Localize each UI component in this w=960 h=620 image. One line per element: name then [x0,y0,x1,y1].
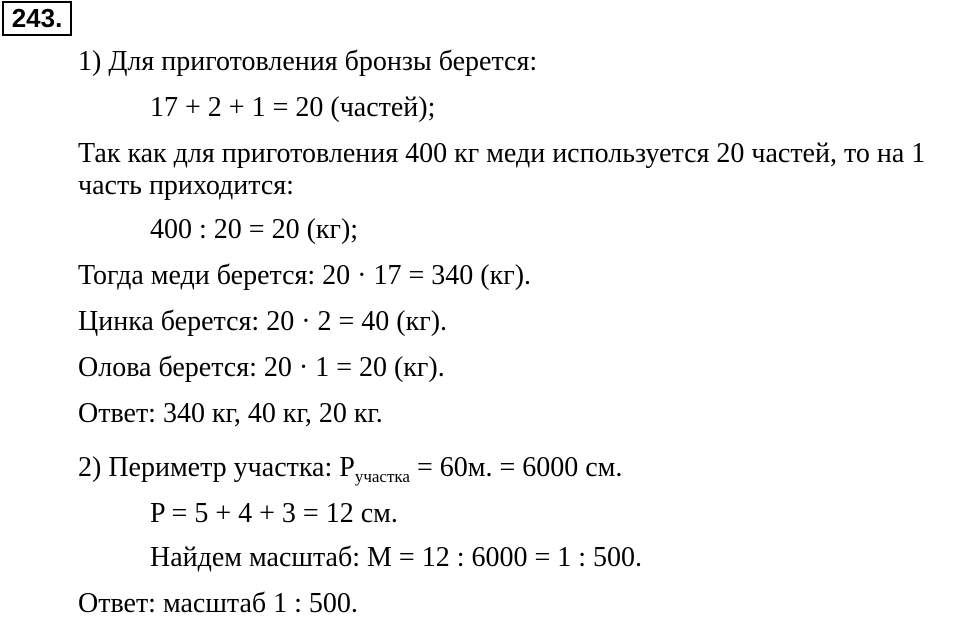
part2-perimeter-equation: P = 5 + 4 + 3 = 12 см. [150,498,398,529]
part1-text-line1: Так как для приготовления 400 кг меди используется 20 частей, то на 1 [78,138,926,169]
part1-intro: 1) Для приготовления бронзы берется: [78,46,538,77]
part2-scale-equation: Найдем масштаб: M = 12 : 6000 = 1 : 500. [150,542,643,573]
problem-number-badge: 243. [2,1,72,36]
part1-equation-parts: 17 + 2 + 1 = 20 (частей); [150,92,436,123]
part2-answer: Ответ: масштаб 1 : 500. [78,588,358,619]
part1-copper: Тогда меди берется: 20 · 17 = 340 (кг). [78,260,532,291]
part1-answer: Ответ: 340 кг, 40 кг, 20 кг. [78,398,383,429]
part1-equation-per-part: 400 : 20 = 20 (кг); [150,214,359,245]
part1-zinc: Цинка берется: 20 · 2 = 40 (кг). [78,306,448,337]
part2-intro-suffix: = 60м. = 6000 см. [409,452,623,483]
part2-intro [78,452,622,493]
part2-intro-prefix: 2) Периметр участка: P [78,452,355,483]
part1-tin: Олова берется: 20 · 1 = 20 (кг). [78,352,445,383]
part2-intro-subscript: участка [354,467,410,486]
part1-text-line2: часть приходится: [78,170,294,201]
